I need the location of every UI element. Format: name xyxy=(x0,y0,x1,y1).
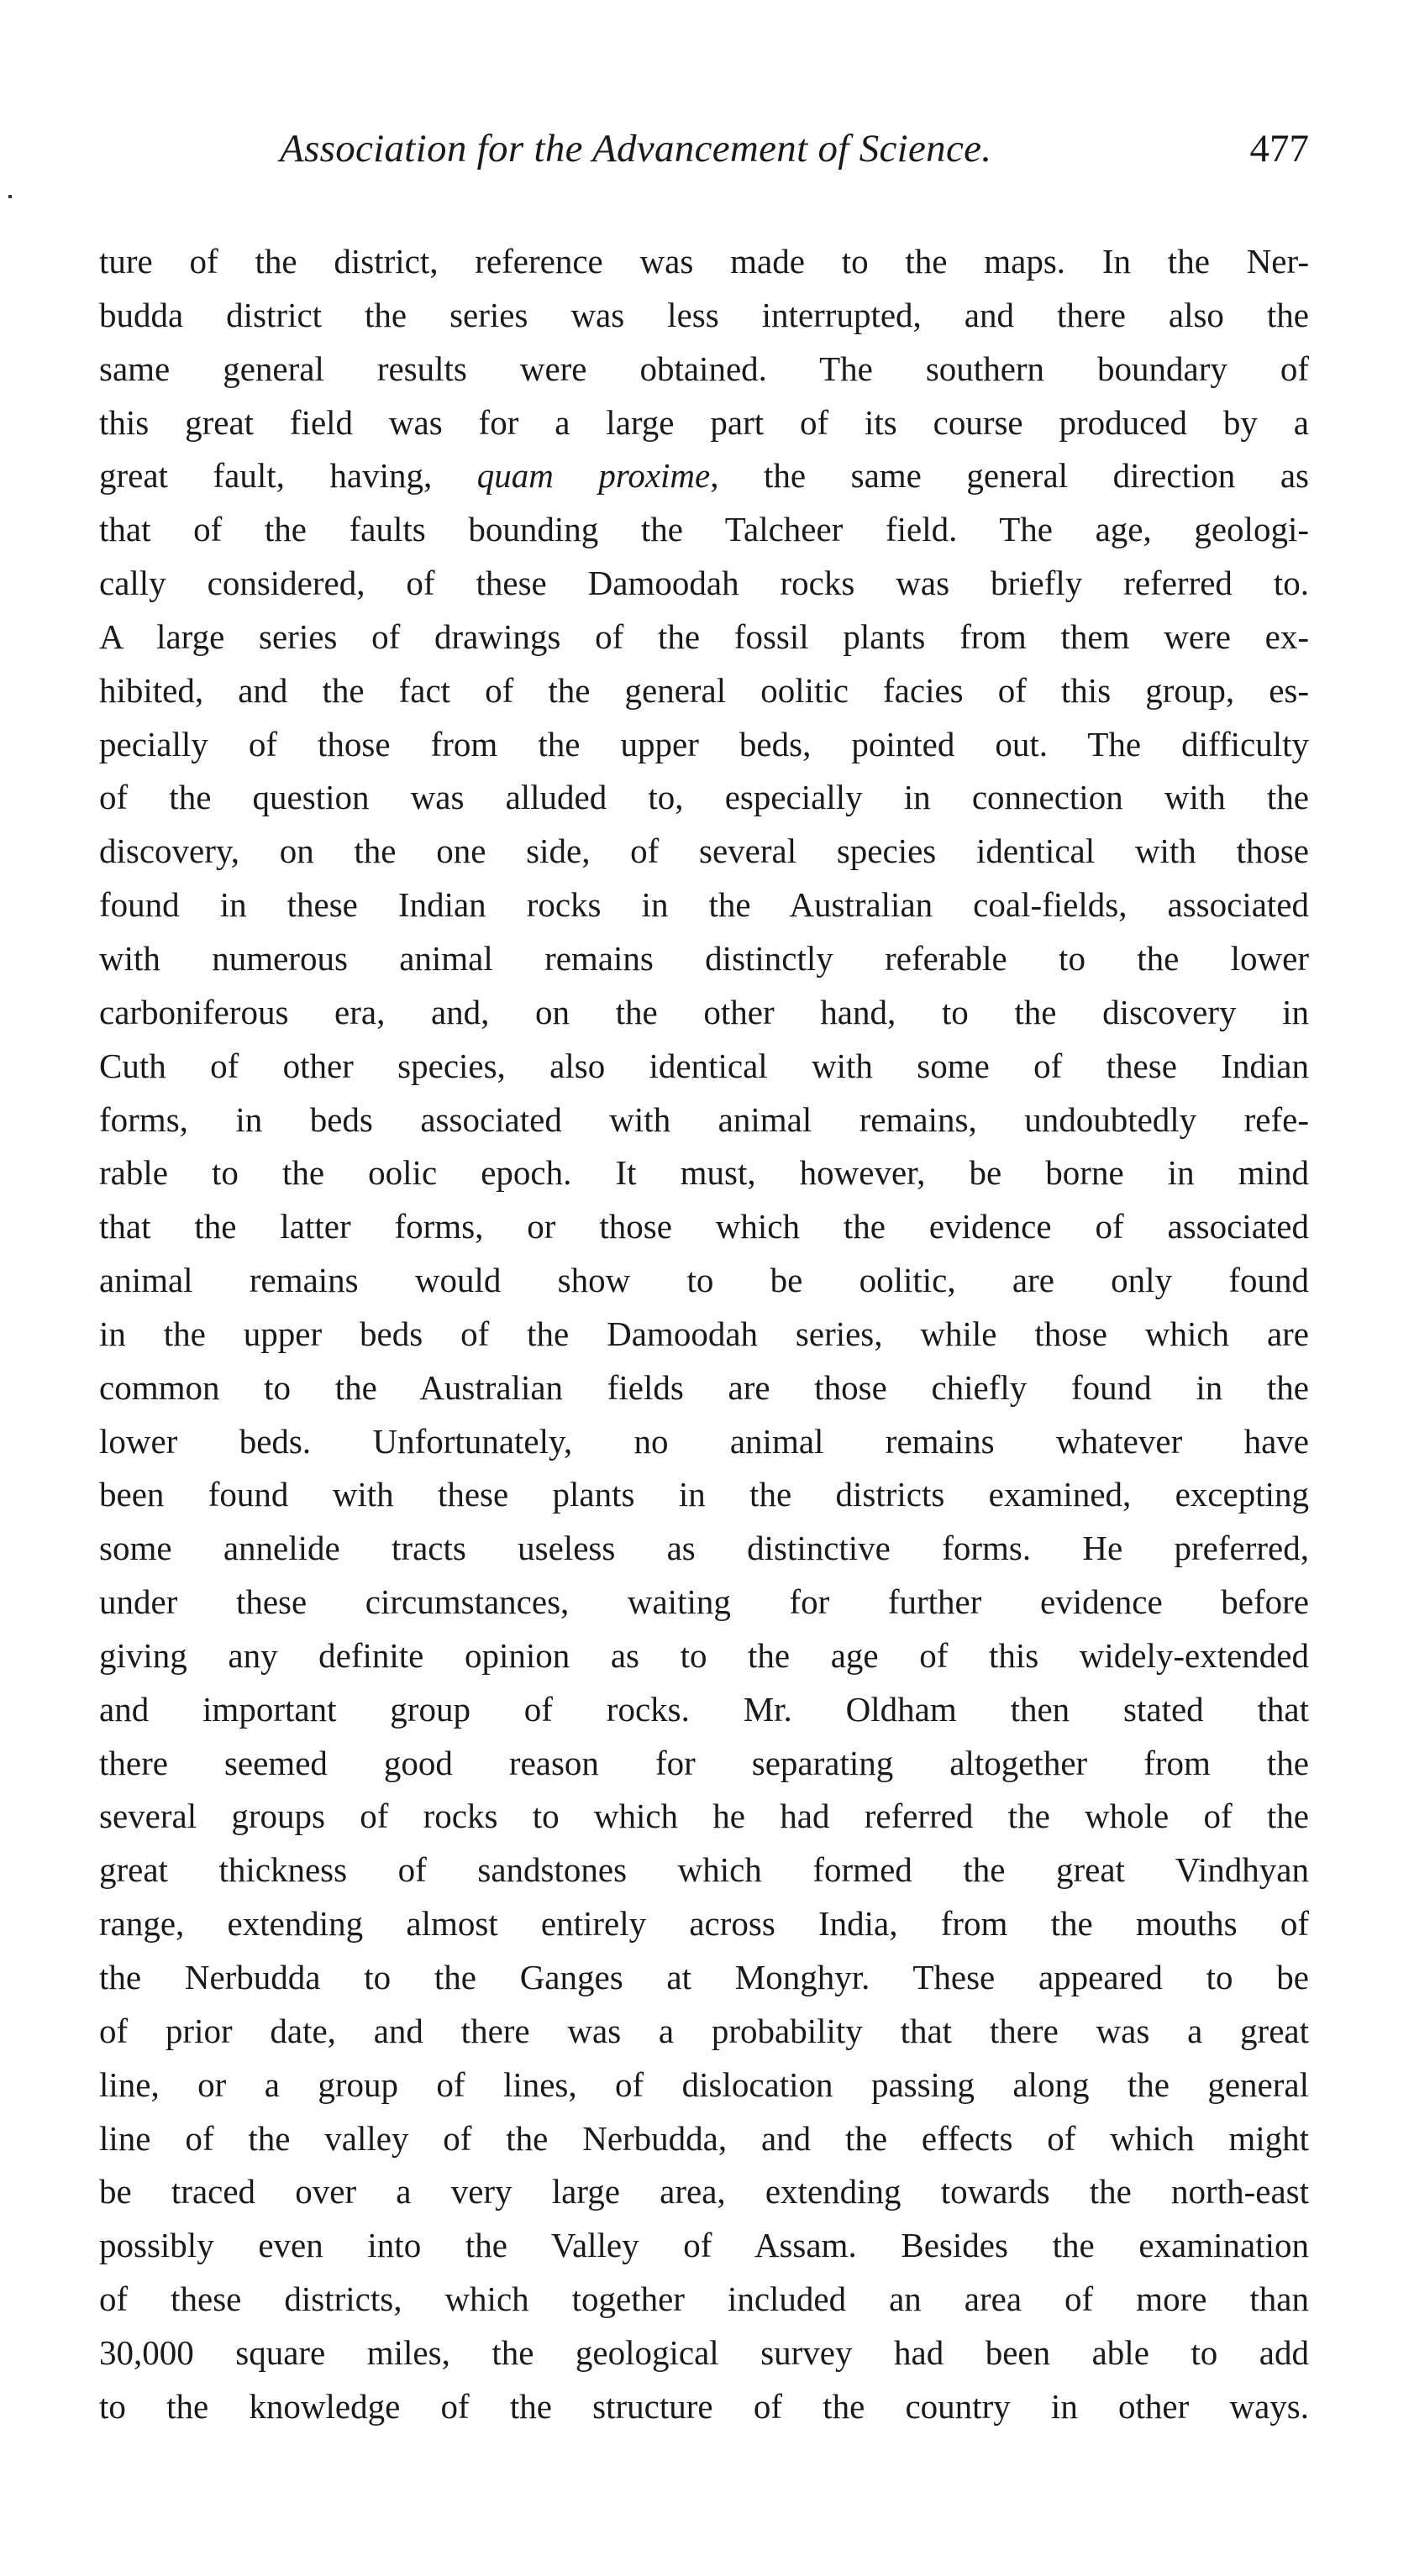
text-line: with numerous animal remains distinctly referable to the lower xyxy=(99,938,1309,978)
text-line: 30,000 square miles, the geological survey had been able to add xyxy=(99,2332,1309,2372)
text-line: A large series of drawings of the fossil plants from them were ex- xyxy=(99,616,1309,656)
text-line: line, or a group of lines, of dislocation passing along the general xyxy=(99,2064,1309,2104)
page-number: 477 xyxy=(1249,127,1309,171)
text-line-last: to the knowledge of the structure of the country in other ways. xyxy=(99,2386,1309,2426)
body-text xyxy=(99,235,1309,2434)
running-head xyxy=(99,126,1309,176)
text-line: range, extending almost entirely across India, from the mouths of xyxy=(99,1904,1309,1944)
text-line: cally considered, of these Damoodah rocks was briefly referred to. xyxy=(99,564,1309,603)
text-line: there seemed good reason for separating altogether from the xyxy=(99,1743,1309,1782)
running-title: Association for the Advancement of Science. xyxy=(280,127,992,171)
text-line: some annelide tracts useless as distinctive forms. He preferred, xyxy=(99,1529,1309,1568)
text-line: of these districts, which together included an area of more than xyxy=(99,2280,1309,2319)
text-line: same general results were obtained. The southern boundary of xyxy=(99,349,1309,388)
text-line: ture of the district, reference was made to the maps. In the Ner- xyxy=(99,242,1309,281)
text-line: been found with these plants in the districts examined, excepting xyxy=(99,1475,1309,1514)
text-line: hibited, and the fact of the general oolitic facies of this group, es- xyxy=(99,670,1309,710)
text-line: Cuth of other species, also identical with some of these Indian xyxy=(99,1046,1309,1085)
text-line: of the question was alluded to, especially in connection with the xyxy=(99,778,1309,817)
text-line: possibly even into the Valley of Assam. Besides the examination xyxy=(99,2226,1309,2265)
text-line: and important group of rocks. Mr. Oldham then stated that xyxy=(99,1689,1309,1729)
text-line: that of the faults bounding the Talcheer field. The age, geologi- xyxy=(99,510,1309,549)
italic-phrase: quam proxime xyxy=(476,456,711,496)
text-line: of prior date, and there was a probability that there was a great xyxy=(99,2011,1309,2050)
text-line: giving any definite opinion as to the age of this widely-extended xyxy=(99,1635,1309,1675)
text-line: under these circumstances, waiting for further evidence before xyxy=(99,1582,1309,1622)
text-line: discovery, on the one side, of several species identical with those xyxy=(99,832,1309,871)
text-line: in the upper beds of the Damoodah series, while those which are xyxy=(99,1314,1309,1353)
text-line: carboniferous era, and, on the other hand, to the discovery in xyxy=(99,992,1309,1031)
text-line: pecially of those from the upper beds, pointed out. The difficulty xyxy=(99,724,1309,763)
text-line: line of the valley of the Nerbudda, and the effects of which might xyxy=(99,2118,1309,2158)
text-line: this great field was for a large part of its course produced by a xyxy=(99,402,1309,442)
text-line: rable to the oolic epoch. It must, however, be borne in mind xyxy=(99,1153,1309,1193)
text-line: the Nerbudda to the Ganges at Monghyr. These appeared to be xyxy=(99,1958,1309,1996)
margin-mark xyxy=(8,195,12,198)
text-line: found in these Indian rocks in the Australian coal-fields, associated xyxy=(99,885,1309,925)
text-line: that the latter forms, or those which the evidence of associated xyxy=(99,1207,1309,1246)
text-line: common to the Australian fields are those chiefly found in the xyxy=(99,1367,1309,1407)
text-line: animal remains would show to be oolitic, are only found xyxy=(99,1261,1309,1300)
text-line-with-italic xyxy=(99,449,1309,503)
text-line: several groups of rocks to which he had referred the whole of the xyxy=(99,1797,1309,1836)
text-line: budda district the series was less interrupted, and there also the xyxy=(99,295,1309,334)
text-line: lower beds. Unfortunately, no animal remains whatever have xyxy=(99,1421,1309,1461)
text-line: great thickness of sandstones which formed the great Vindhyan xyxy=(99,1850,1309,1890)
text-line: forms, in beds associated with animal remains, undoubtedly refe- xyxy=(99,1099,1309,1139)
text-line: be traced over a very large area, extending towards the north-east xyxy=(99,2172,1309,2211)
text-segment: , the same general direction as xyxy=(710,456,1309,496)
text-segment: great fault, having, xyxy=(99,456,477,496)
